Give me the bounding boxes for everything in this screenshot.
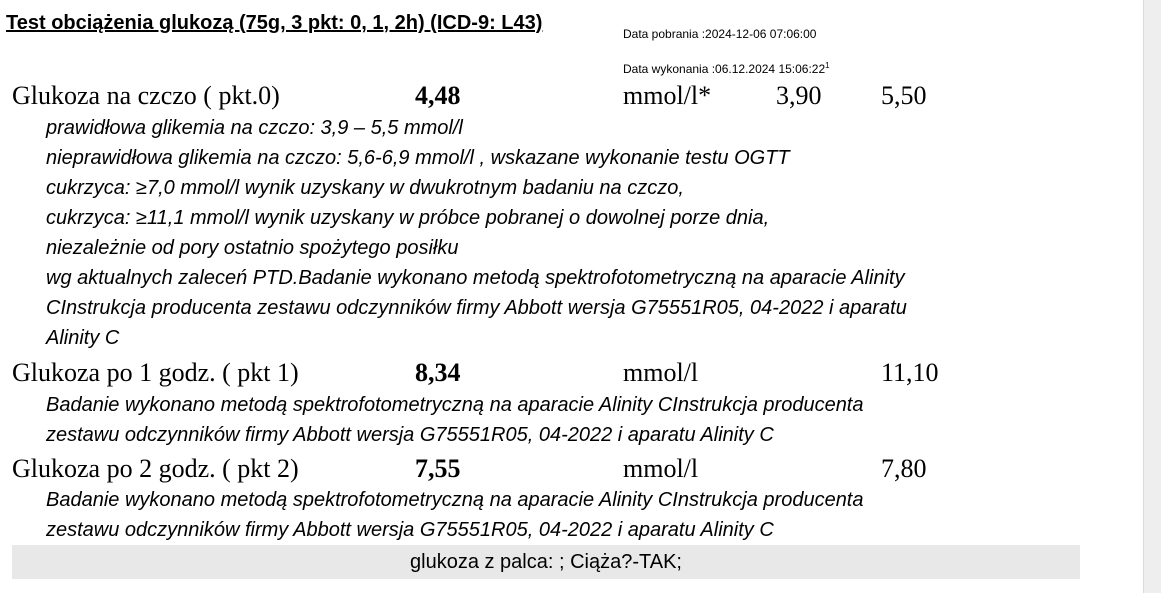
performed-date-marker: 1 bbox=[825, 61, 830, 70]
result-value: 4,48 bbox=[415, 81, 461, 110]
ref-max: 11,10 bbox=[881, 358, 939, 387]
result-name: Glukoza po 2 godz. ( pkt 2) bbox=[12, 454, 299, 483]
result-note: wg aktualnych zaleceń PTD.Badanie wykonano metodą spektrofotometryczną na aparacie Alinity bbox=[46, 267, 905, 289]
result-note: prawidłowa glikemia na czczo: 3,9 – 5,5 mmol/l bbox=[46, 117, 463, 139]
result-unit: mmol/l bbox=[623, 358, 699, 387]
result-note: zestawu odczynników firmy Abbott wersja G75551R05, 04-2022 i aparatu Alinity C bbox=[46, 519, 774, 541]
result-note: nieprawidłowa glikemia na czczo: 5,6-6,9 mmol/l , wskazane wykonanie testu OGTT bbox=[46, 147, 790, 169]
ref-min: 3,90 bbox=[776, 81, 822, 110]
result-name: Glukoza na czczo ( pkt.0) bbox=[12, 81, 280, 110]
result-note: Alinity C bbox=[46, 327, 120, 349]
result-note: Badanie wykonano metodą spektrofotometryczną na aparacie Alinity CInstrukcja producenta bbox=[46, 394, 864, 416]
result-unit: mmol/l bbox=[623, 454, 699, 483]
result-note: Badanie wykonano metodą spektrofotometryczną na aparacie Alinity CInstrukcja producenta bbox=[46, 489, 864, 511]
ref-max: 7,80 bbox=[881, 454, 927, 483]
result-note: cukrzyca: ≥11,1 mmol/l wynik uzyskany w próbce pobranej o dowolnej porze dnia, bbox=[46, 207, 770, 229]
scrollbar[interactable] bbox=[1143, 0, 1161, 593]
sample-date bbox=[623, 27, 816, 41]
result-note: CInstrukcja producenta zestawu odczynników firmy Abbott wersja G75551R05, 04-2022 i aparatu bbox=[46, 297, 907, 319]
performed-date-text: Data wykonania :06.12.2024 15:06:22 bbox=[623, 62, 826, 76]
result-note: niezależnie od pory ostatnio spożytego posiłku bbox=[46, 237, 459, 259]
result-value: 7,55 bbox=[415, 454, 461, 483]
ref-max: 5,50 bbox=[881, 81, 927, 110]
result-unit: mmol/l* bbox=[623, 81, 712, 110]
performed-date bbox=[623, 61, 830, 76]
result-note: zestawu odczynników firmy Abbott wersja G75551R05, 04-2022 i aparatu Alinity C bbox=[46, 424, 774, 446]
footer-text: glukoza z palca: ; Ciąża?-TAK; bbox=[410, 551, 682, 573]
result-name: Glukoza po 1 godz. ( pkt 1) bbox=[12, 358, 299, 387]
result-value: 8,34 bbox=[415, 358, 461, 387]
test-title: Test obciążenia glukozą (75g, 3 pkt: 0, 1, 2h) (ICD-9: L43) bbox=[6, 12, 543, 34]
sample-date-text: Data pobrania :2024-12-06 07:06:00 bbox=[623, 27, 817, 41]
footer-remarks bbox=[12, 545, 1080, 579]
result-note: cukrzyca: ≥7,0 mmol/l wynik uzyskany w dwukrotnym badaniu na czczo, bbox=[46, 177, 684, 199]
